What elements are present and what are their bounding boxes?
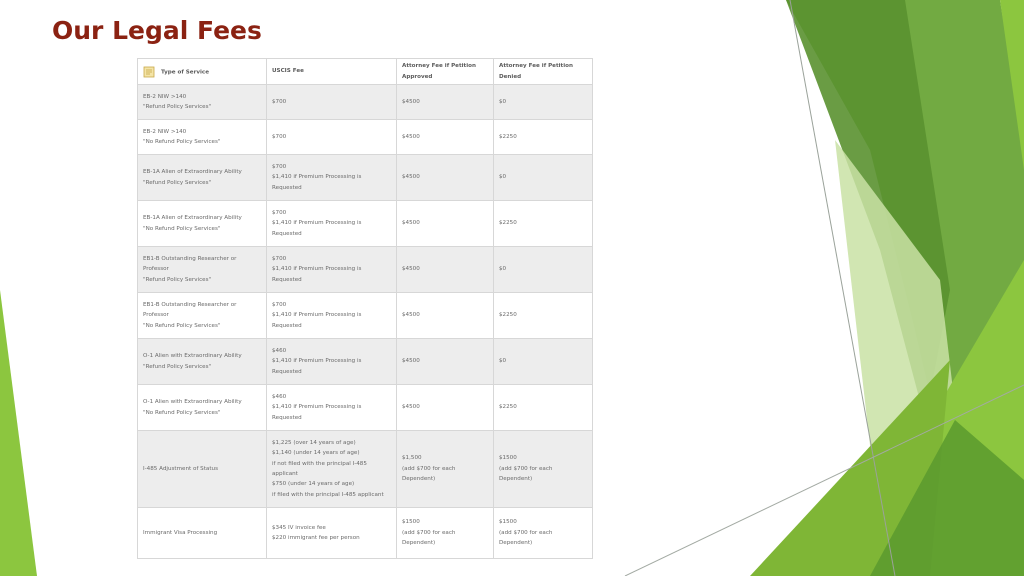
page-title: Our Legal Fees bbox=[52, 16, 262, 45]
cell-text-line: $1,140 (under 14 years of age) bbox=[272, 450, 360, 457]
cell-text-line: $1,410 if Premium Processing is bbox=[272, 220, 362, 227]
uscis-fee-cell bbox=[267, 508, 397, 559]
denied-fee-cell bbox=[494, 431, 593, 508]
cell-text-line: $1,410 if Premium Processing is bbox=[272, 266, 362, 273]
table-row bbox=[138, 155, 593, 201]
cell-text-line: $460 bbox=[272, 347, 287, 354]
cell-text-line: I-485 Adjustment of Status bbox=[143, 465, 219, 472]
service-cell bbox=[138, 155, 267, 201]
uscis-fee-cell bbox=[267, 85, 397, 120]
cell-text-line: $1,410 if Premium Processing is bbox=[272, 174, 362, 181]
uscis-fee-cell bbox=[267, 293, 397, 339]
cell-text-line: $1500 bbox=[402, 519, 420, 526]
green-wedge-left bbox=[0, 290, 37, 576]
approved-fee-cell bbox=[397, 85, 494, 120]
approved-fee-cell bbox=[397, 247, 494, 293]
cell-text-line: $4500 bbox=[402, 404, 420, 411]
table-row bbox=[138, 247, 593, 293]
cell-text-line: if filed with the principal I-485 applicant bbox=[272, 491, 384, 498]
uscis-fee-cell bbox=[267, 339, 397, 385]
cell-text-line: EB1-B Outstanding Researcher or bbox=[143, 301, 237, 308]
uscis-fee-cell bbox=[267, 385, 397, 431]
cell-text-line: applicant bbox=[272, 471, 298, 477]
cell-text-line: Requested bbox=[272, 322, 302, 329]
uscis-fee-cell bbox=[267, 201, 397, 247]
cell-text-line: $4500 bbox=[402, 312, 420, 319]
cell-text-line: $2250 bbox=[499, 220, 517, 227]
table-row bbox=[138, 293, 593, 339]
cell-text-line: EB-2 NIW >140 bbox=[143, 128, 187, 135]
service-cell bbox=[138, 293, 267, 339]
cell-text-line: EB-1A Alien of Extraordinary Ability bbox=[143, 169, 242, 176]
cell-text-line: $750 (under 14 years of age) bbox=[272, 481, 355, 488]
cell-text-line: $700 bbox=[272, 209, 287, 216]
denied-fee-cell bbox=[494, 85, 593, 120]
approved-fee-cell bbox=[397, 431, 494, 508]
cell-text-line: Requested bbox=[272, 414, 302, 421]
fees-table bbox=[137, 58, 593, 559]
cell-text-line: $1,410 if Premium Processing is bbox=[272, 404, 362, 411]
cell-text-line: Dependent) bbox=[499, 540, 533, 547]
cell-text-line: $0 bbox=[499, 266, 507, 273]
cell-text-line: $1500 bbox=[499, 519, 517, 526]
header-uscis: USCIS Fee bbox=[267, 59, 397, 85]
cell-text-line: Immigrant Visa Processing bbox=[143, 529, 218, 536]
cell-text-line: $1,410 if Premium Processing is bbox=[272, 358, 362, 365]
approved-fee-cell bbox=[397, 293, 494, 339]
cell-text-line: $700 bbox=[272, 163, 287, 170]
cell-text-line: Requested bbox=[272, 230, 302, 237]
denied-fee-cell bbox=[494, 247, 593, 293]
service-cell bbox=[138, 120, 267, 155]
cell-text-line: "No Refund Policy Services" bbox=[143, 322, 221, 329]
cell-text-line: EB-2 NIW >140 bbox=[143, 93, 187, 100]
document-icon bbox=[143, 66, 155, 78]
cell-text-line: (add $700 for each bbox=[499, 529, 553, 536]
cell-text-line: $4500 bbox=[402, 358, 420, 365]
denied-fee-cell bbox=[494, 293, 593, 339]
denied-fee-cell bbox=[494, 508, 593, 559]
table-row bbox=[138, 85, 593, 120]
approved-fee-cell bbox=[397, 201, 494, 247]
table-row bbox=[138, 385, 593, 431]
cell-text-line: O-1 Alien with Extraordinary Ability bbox=[143, 399, 242, 406]
service-cell bbox=[138, 85, 267, 120]
cell-text-line: Dependent) bbox=[402, 476, 436, 483]
cell-text-line: "Refund Policy Services" bbox=[143, 276, 212, 283]
cell-text-line: $1,225 (over 14 years of age) bbox=[272, 439, 356, 446]
approved-fee-cell bbox=[397, 339, 494, 385]
uscis-fee-cell bbox=[267, 155, 397, 201]
cell-text-line: $700 bbox=[272, 301, 287, 308]
cell-text-line: (add $700 for each bbox=[402, 529, 456, 536]
cell-text-line: (add $700 for each bbox=[402, 465, 456, 472]
cell-text-line: O-1 Alien with Extraordinary Ability bbox=[143, 353, 242, 360]
table-row bbox=[138, 339, 593, 385]
cell-text-line: Dependent) bbox=[499, 476, 533, 483]
cell-text-line: $2250 bbox=[499, 312, 517, 319]
cell-text-line: Requested bbox=[272, 368, 302, 375]
cell-text-line: $4500 bbox=[402, 174, 420, 181]
denied-fee-cell bbox=[494, 201, 593, 247]
cell-text-line: Requested bbox=[272, 184, 302, 191]
cell-text-line: $700 bbox=[272, 255, 287, 262]
cell-text-line: $4500 bbox=[402, 98, 420, 105]
header-denied: Attorney Fee if Petition Denied bbox=[494, 59, 593, 85]
cell-text-line: "Refund Policy Services" bbox=[143, 104, 212, 110]
service-cell bbox=[138, 431, 267, 508]
header-label: Type of Service bbox=[161, 69, 210, 75]
approved-fee-cell bbox=[397, 385, 494, 431]
cell-text-line: $2250 bbox=[499, 404, 517, 411]
service-cell bbox=[138, 385, 267, 431]
cell-text-line: Professor bbox=[143, 266, 169, 273]
cell-text-line: EB1-B Outstanding Researcher or bbox=[143, 255, 237, 262]
cell-text-line: $460 bbox=[272, 393, 287, 400]
table-row bbox=[138, 508, 593, 559]
cell-text-line: "Refund Policy Services" bbox=[143, 363, 212, 370]
header-approved: Attorney Fee if Petition Approved bbox=[397, 59, 494, 85]
cell-text-line: "No Refund Policy Services" bbox=[143, 225, 221, 232]
cell-text-line: $2250 bbox=[499, 133, 517, 140]
cell-text-line: $4500 bbox=[402, 266, 420, 273]
uscis-fee-cell bbox=[267, 431, 397, 508]
denied-fee-cell bbox=[494, 120, 593, 155]
uscis-fee-cell bbox=[267, 247, 397, 293]
header-service bbox=[138, 59, 267, 85]
approved-fee-cell bbox=[397, 508, 494, 559]
approved-fee-cell bbox=[397, 120, 494, 155]
cell-text-line: $700 bbox=[272, 98, 287, 105]
cell-text-line: $1,410 if Premium Processing is bbox=[272, 312, 362, 319]
table-header-row bbox=[138, 59, 593, 85]
cell-text-line: $4500 bbox=[402, 133, 420, 140]
fees-table-body bbox=[138, 85, 593, 559]
cell-text-line: EB-1A Alien of Extraordinary Ability bbox=[143, 215, 242, 222]
service-cell bbox=[138, 508, 267, 559]
cell-text-line: $0 bbox=[499, 174, 507, 181]
cell-text-line: (add $700 for each bbox=[499, 465, 553, 472]
service-cell bbox=[138, 201, 267, 247]
approved-fee-cell bbox=[397, 155, 494, 201]
cell-text-line: $1,500 bbox=[402, 455, 422, 462]
denied-fee-cell bbox=[494, 339, 593, 385]
cell-text-line: $1500 bbox=[499, 455, 517, 462]
table-row bbox=[138, 431, 593, 508]
cell-text-line: "No Refund Policy Services" bbox=[143, 139, 221, 145]
denied-fee-cell bbox=[494, 155, 593, 201]
service-cell bbox=[138, 339, 267, 385]
service-cell bbox=[138, 247, 267, 293]
cell-text-line: $345 IV invoice fee bbox=[272, 524, 326, 531]
cell-text-line: Professor bbox=[143, 312, 169, 319]
cell-text-line: $0 bbox=[499, 358, 507, 365]
cell-text-line: $220 immigrant fee per person bbox=[272, 535, 360, 541]
cell-text-line: $700 bbox=[272, 133, 287, 140]
cell-text-line: Requested bbox=[272, 276, 302, 283]
cell-text-line: "No Refund Policy Services" bbox=[143, 409, 221, 416]
cell-text-line: $0 bbox=[499, 98, 507, 105]
cell-text-line: $4500 bbox=[402, 220, 420, 227]
table-row bbox=[138, 201, 593, 247]
table-row bbox=[138, 120, 593, 155]
uscis-fee-cell bbox=[267, 120, 397, 155]
denied-fee-cell bbox=[494, 385, 593, 431]
cell-text-line: if not filed with the principal I-485 bbox=[272, 460, 367, 467]
cell-text-line: "Refund Policy Services" bbox=[143, 179, 212, 186]
cell-text-line: Dependent) bbox=[402, 540, 436, 547]
